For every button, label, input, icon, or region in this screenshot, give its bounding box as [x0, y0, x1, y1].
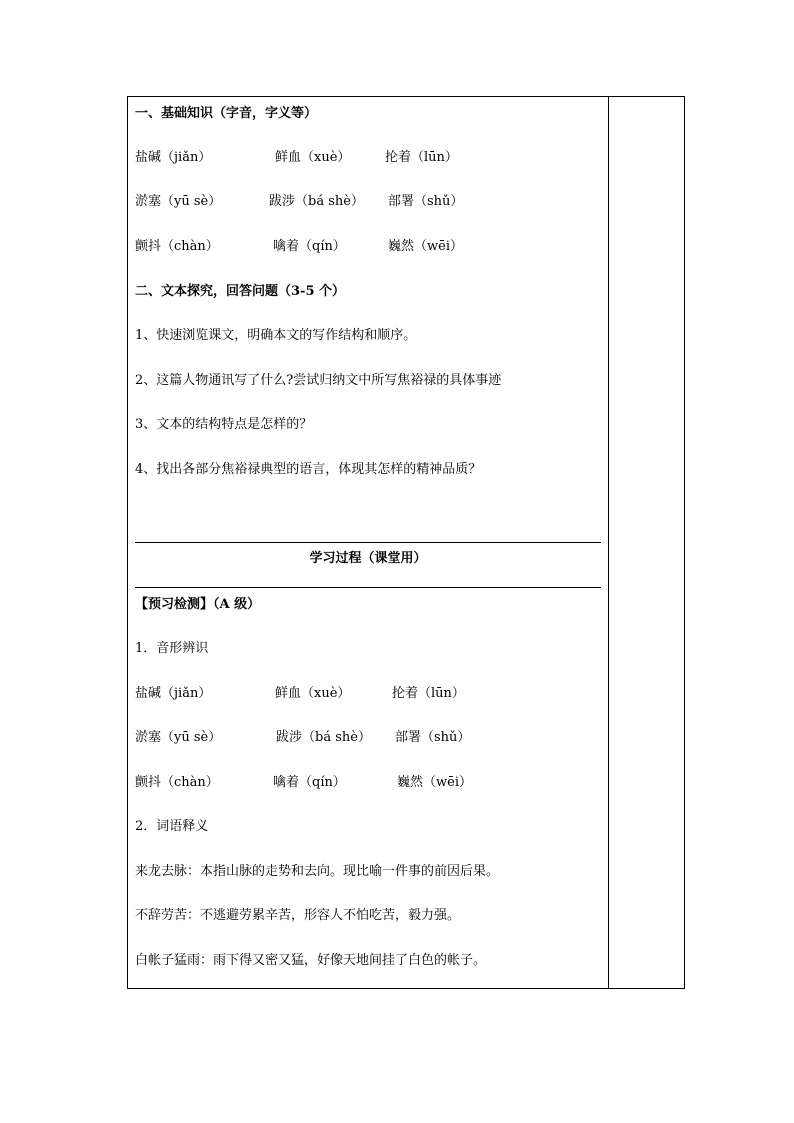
question-item: 2、这篇人物通讯写了什么?尝试归纳文中所写焦裕禄的具体事迹: [135, 373, 502, 388]
pinyin-term: 鲜血（xuè）: [275, 150, 351, 165]
pinyin-term: 巍然（wēi）: [397, 775, 472, 790]
item1-title: 1．音形辨识: [135, 641, 209, 656]
pinyin-term: 淤塞（yū sè）: [135, 730, 222, 745]
pinyin-term: 颤抖（chàn）: [135, 239, 219, 254]
pinyin-term: 跋涉（bá shè）: [269, 194, 364, 209]
pinyin-term: 抡着（lūn）: [392, 686, 465, 701]
pinyin-term: 噙着（qín）: [273, 775, 346, 790]
pinyin-term: 颤抖（chàn）: [135, 775, 219, 790]
pinyin-term: 鲜血（xuè）: [275, 686, 351, 701]
question-item: 3、文本的结构特点是怎样的？: [135, 417, 313, 432]
section1-title: 一、基础知识（字音，字义等）: [135, 106, 318, 121]
item2-title: 2．词语释义: [135, 819, 209, 834]
worksheet-table: [127, 96, 685, 989]
question-item: 1、快速浏览课文，明确本文的写作结构和顺序。: [135, 328, 417, 343]
preview-check-title: 【预习检测】（A 级）: [135, 597, 261, 612]
pinyin-term: 部署（shǔ）: [395, 730, 471, 745]
pinyin-term: 盐碱（jiǎn）: [135, 150, 212, 165]
header-rule-bottom: [135, 587, 601, 588]
definition-item: 不辞劳苦：不逃避劳累辛苦，形容人不怕吃苦，毅力强。: [135, 908, 461, 923]
definition-item: 来龙去脉：本指山脉的走势和去向。现比喻一件事的前因后果。: [135, 864, 500, 879]
main-content-cell: [135, 97, 601, 988]
header-rule-top: [135, 542, 601, 543]
pinyin-term: 淤塞（yū sè）: [135, 194, 222, 209]
learning-process-header: 学习过程（课堂用）: [309, 551, 427, 566]
pinyin-term: 盐碱（jiǎn）: [135, 686, 212, 701]
pinyin-term: 部署（shǔ）: [388, 194, 464, 209]
pinyin-term: 巍然（wēi）: [388, 239, 463, 254]
question-item: 4、找出各部分焦裕禄典型的语言，体现其怎样的精神品质？: [135, 462, 482, 477]
pinyin-term: 抡着（lūn）: [385, 150, 458, 165]
notes-cell: [609, 97, 685, 988]
pinyin-term: 跋涉（bá shè）: [276, 730, 371, 745]
section2-title: 二、文本探究，回答问题（3-5 个）: [135, 284, 346, 299]
pinyin-term: 噙着（qín）: [273, 239, 346, 254]
definition-item: 白帐子猛雨：雨下得又密又猛，好像天地间挂了白色的帐子。: [135, 953, 487, 968]
